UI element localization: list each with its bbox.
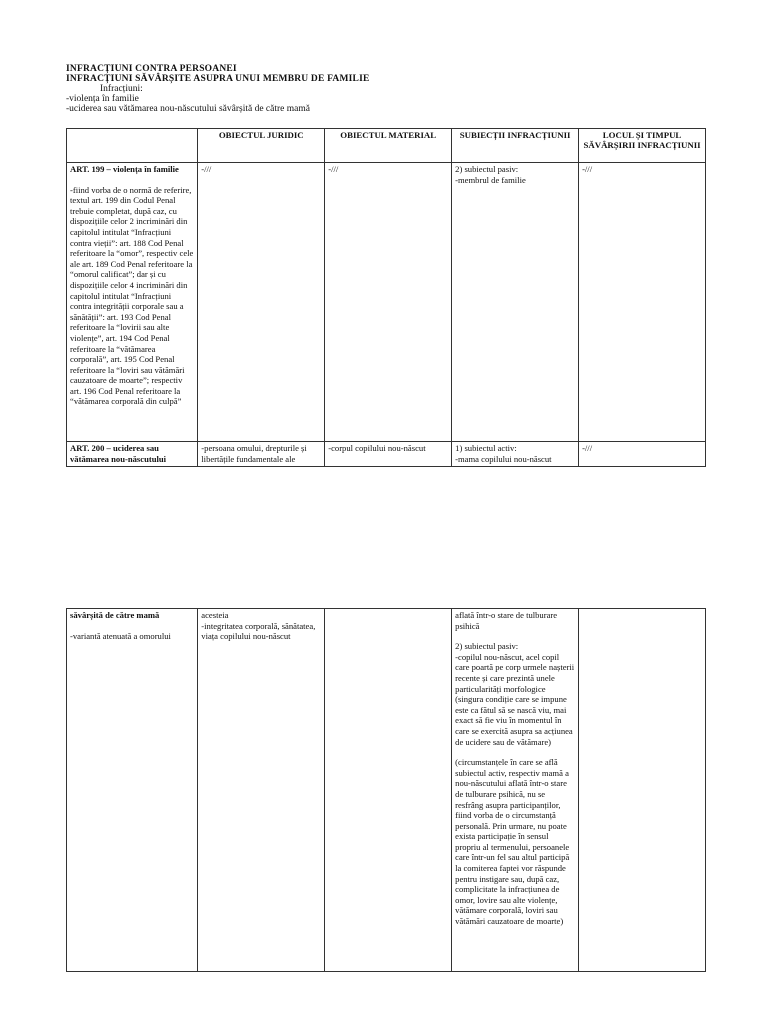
document-heading [66, 64, 706, 114]
cell-obiect-material [325, 609, 452, 972]
heading-subtitle: INFRACȚIUNI SĂVÂRȘITE ASUPRA UNUI MEMBRU DE FAMILIE [66, 74, 370, 84]
article-description: -fiind vorba de o normă de referire, textul art. 199 din Codul Penal trebuie completat, după caz, cu dispozițiile celor 2 incriminări din capitolul intitulat “Infracțiuni contra vieții”: art. 188 Cod Penal referitoare la “omor”, respectiv cele ale art. 189 Cod Penal referitoare la “omorul calificat”; dar și cu dispozițiile celor 4 incriminări din capitolul intitulat “Infracțiuni contra integrității corporale sau a sănătății”: art. 193 Cod Penal referitoare la “lovirii sau alte violențe”, art. 194 Cod Penal referitoare la “vătămarea corporală”, art. 195 Cod Penal referitoare la “loviri sau vătămări cauzatoare de moarte”; respectiv art. 196 Cod Penal referitoare la “vătămarea corporală din culpă” [70, 184, 194, 407]
cell-obiect-juridic: acesteia -integritatea corporală, sănătatea, viața copilului nou-născut [198, 609, 325, 972]
cell-locul-timpul [579, 609, 706, 972]
article-title: ART. 199 – violența în familie [70, 164, 179, 174]
table-row [67, 609, 706, 972]
header-obiect-juridic: OBIECTUL JURIDIC [198, 129, 325, 163]
cell-obiect-juridic: -persoana omului, drepturile și libertățile fundamentale ale [198, 442, 325, 467]
header-locul-timpul: LOCUL ȘI TIMPUL SĂVÂRȘIRII INFRACȚIUNII [579, 129, 706, 163]
cell-locul-timpul: -/// [579, 163, 706, 442]
offenses-table-continued [66, 608, 706, 972]
heading-offenses-label: Infracțiuni: [100, 84, 143, 94]
cell-subiecti: 2) subiectul pasiv: -membrul de familie [452, 163, 579, 442]
article-title: ART. 200 – uciderea sau vătămarea nou-născutului [70, 443, 167, 464]
table-header-row [67, 129, 706, 163]
cell-obiect-material: -corpul copilului nou-născut [325, 442, 452, 467]
heading-offense-item: -uciderea sau vătămarea nou-născutului săvârșită de către mamă [66, 104, 310, 114]
table-row [67, 163, 706, 442]
heading-offense-item: -violența în familie [66, 94, 139, 104]
offenses-table [66, 128, 706, 467]
cell-locul-timpul: -/// [579, 442, 706, 467]
row-article-cell [67, 442, 198, 467]
table-row [67, 442, 706, 467]
article-title-continued: săvârșită de către mamă [70, 610, 160, 620]
header-subiecti: SUBIECȚII INFRACȚIUNII [452, 129, 579, 163]
cell-subiecti: 1) subiectul activ: -mama copilului nou-născut [452, 442, 579, 467]
article-note: -variantă atenuată a omorului [70, 630, 171, 641]
header-cell-empty [67, 129, 198, 163]
header-obiect-material: OBIECTUL MATERIAL [325, 129, 452, 163]
heading-title: INFRACȚIUNI CONTRA PERSOANEI [66, 64, 237, 74]
row-article-cell [67, 163, 198, 442]
cell-obiect-juridic: -/// [198, 163, 325, 442]
row-article-cell [67, 609, 198, 972]
cell-subiecti: aflată într-o stare de tulburare psihică 2) subiectul pasiv: -copilul nou-născut, acel copil care poartă pe corp urmele nașterii recente și care prezintă unele particularități morfologice (singura condiție care se impune este ca fătul să se nască viu, mai exact să fie viu în momentul în care se exercită asupra sa acțiunea de ucidere sau de vătămare) (circumstanțele în care se află subiectul activ, respectiv mamă a nou-născutului aflată într-o stare de tulburare psihică, nu se resfrâng asupra participanților, fiind vorba de o circumstanță personală. Prin urmare, nu poate exista participație în sensul propriu al termenului, persoanele care într-un fel sau altul participă la comiterea faptei vor răspunde pentru instigare sau, după caz, complicitate la infracțiunea de omor, lovire sau alte violențe, vătămare corporală, loviri sau vătămări cauzatoare de moarte) [452, 609, 579, 972]
cell-obiect-material: -/// [325, 163, 452, 442]
